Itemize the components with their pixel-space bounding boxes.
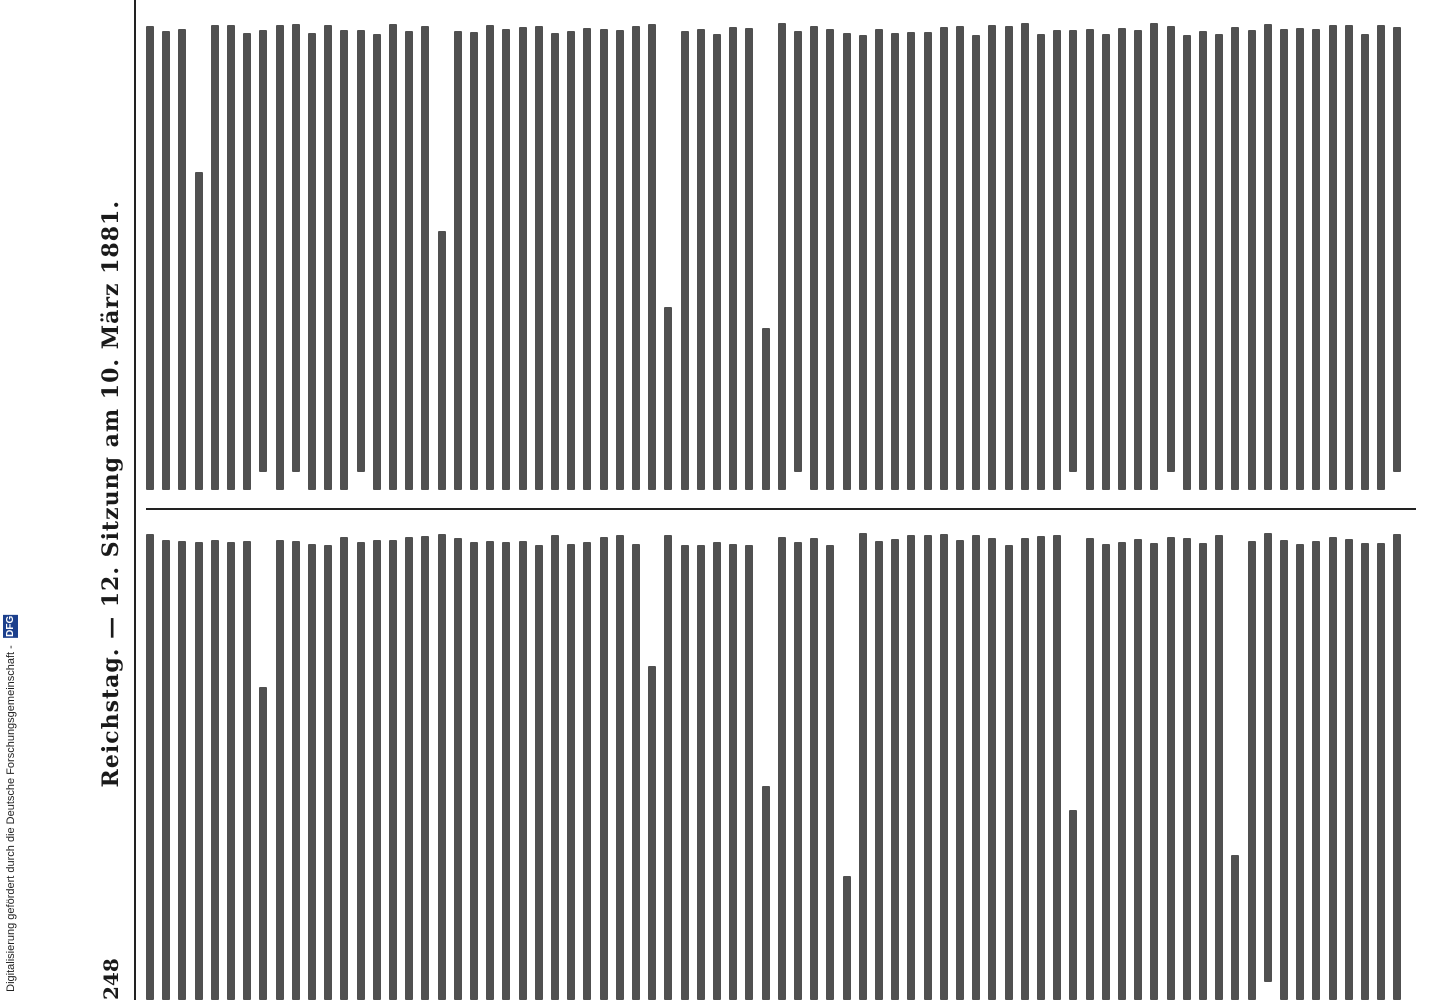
text-line bbox=[616, 535, 624, 1000]
text-line bbox=[211, 540, 219, 1000]
text-line bbox=[778, 537, 786, 1000]
page-header bbox=[88, 0, 136, 1000]
text-line bbox=[1118, 542, 1126, 1000]
text-line bbox=[1280, 540, 1288, 1000]
text-line bbox=[1361, 34, 1369, 490]
text-line bbox=[843, 876, 851, 1000]
text-line bbox=[907, 535, 915, 1000]
text-line bbox=[745, 28, 753, 490]
text-line bbox=[373, 34, 381, 490]
text-line bbox=[146, 534, 154, 1000]
text-line bbox=[389, 540, 397, 1000]
text-line bbox=[1167, 26, 1175, 472]
text-line bbox=[227, 25, 235, 490]
text-line bbox=[470, 32, 478, 490]
text-line bbox=[551, 535, 559, 1000]
text-line bbox=[826, 29, 834, 490]
text-line bbox=[1199, 543, 1207, 1000]
text-line bbox=[486, 25, 494, 490]
text-line bbox=[632, 544, 640, 1000]
text-line bbox=[1264, 24, 1272, 490]
text-line bbox=[1215, 34, 1223, 490]
text-line bbox=[535, 26, 543, 490]
text-line bbox=[1312, 29, 1320, 490]
text-line bbox=[600, 537, 608, 1000]
text-line bbox=[519, 541, 527, 1000]
text-line bbox=[810, 26, 818, 490]
text-line bbox=[924, 32, 932, 490]
text-line bbox=[697, 29, 705, 490]
page-number: 248 bbox=[99, 958, 123, 1000]
text-line bbox=[340, 537, 348, 1000]
text-line bbox=[1005, 27, 1013, 491]
text-line bbox=[859, 533, 867, 1000]
text-line bbox=[567, 544, 575, 1000]
text-line bbox=[162, 540, 170, 1000]
text-line bbox=[1086, 538, 1094, 1000]
text-line bbox=[1005, 545, 1013, 1000]
text-line bbox=[1150, 543, 1158, 1000]
text-line bbox=[940, 27, 948, 490]
text-line bbox=[454, 31, 462, 490]
text-line bbox=[421, 26, 429, 490]
text-line bbox=[729, 544, 737, 1000]
dfg-logo: DFG bbox=[5, 616, 16, 638]
text-line bbox=[1361, 543, 1369, 1000]
text-line bbox=[1021, 23, 1029, 490]
text-line bbox=[907, 32, 915, 490]
text-line bbox=[324, 25, 332, 490]
text-line bbox=[259, 687, 267, 1000]
text-line bbox=[583, 542, 591, 1000]
text-line bbox=[988, 25, 996, 490]
text-line bbox=[162, 31, 170, 490]
text-line bbox=[324, 545, 332, 1000]
text-line bbox=[1086, 29, 1094, 490]
text-line bbox=[778, 23, 786, 490]
text-line bbox=[1393, 27, 1401, 472]
text-line bbox=[729, 27, 737, 490]
text-line bbox=[1037, 34, 1045, 490]
text-line bbox=[421, 536, 429, 1000]
text-line bbox=[1183, 538, 1191, 1000]
text-line bbox=[1231, 27, 1239, 490]
text-line bbox=[405, 537, 413, 1000]
text-line bbox=[956, 26, 964, 490]
text-line bbox=[1053, 535, 1061, 1000]
text-line bbox=[648, 24, 656, 490]
running-head: Reichstag. — 12. Sitzung am 10. März 1881. bbox=[98, 200, 124, 788]
text-line bbox=[405, 31, 413, 490]
text-line bbox=[1393, 534, 1401, 1000]
text-line bbox=[794, 31, 802, 472]
text-line bbox=[146, 26, 154, 490]
text-line bbox=[762, 786, 770, 1000]
text-line bbox=[988, 538, 996, 1000]
text-line bbox=[891, 33, 899, 490]
right-column bbox=[146, 20, 1416, 490]
text-line bbox=[1296, 28, 1304, 490]
text-line bbox=[567, 31, 575, 490]
text-line bbox=[697, 545, 705, 1000]
text-line bbox=[924, 535, 932, 1000]
text-line bbox=[259, 30, 267, 472]
text-line bbox=[616, 30, 624, 490]
text-line bbox=[713, 542, 721, 1000]
text-line bbox=[357, 542, 365, 1000]
text-line bbox=[438, 231, 446, 490]
text-line bbox=[1345, 25, 1353, 490]
text-line bbox=[178, 541, 186, 1000]
text-line bbox=[519, 27, 527, 490]
text-line bbox=[875, 541, 883, 1000]
text-line bbox=[340, 30, 348, 490]
text-line bbox=[389, 24, 397, 490]
text-line bbox=[1069, 30, 1077, 472]
text-line bbox=[1134, 539, 1142, 1000]
text-line bbox=[1021, 538, 1029, 1000]
text-line bbox=[502, 542, 510, 1000]
text-line bbox=[648, 666, 656, 1000]
left-column bbox=[146, 530, 1416, 1000]
text-line bbox=[794, 542, 802, 1000]
text-line bbox=[1037, 536, 1045, 1000]
text-line bbox=[600, 29, 608, 490]
text-line bbox=[745, 545, 753, 1000]
text-line bbox=[1296, 544, 1304, 1000]
text-line bbox=[681, 31, 689, 490]
text-line bbox=[1345, 539, 1353, 1000]
text-line bbox=[357, 30, 365, 472]
text-line bbox=[1264, 533, 1272, 982]
text-line bbox=[972, 35, 980, 490]
text-line bbox=[243, 541, 251, 1000]
text-line bbox=[664, 307, 672, 490]
funding-notice-text: Digitalisierung gefördert durch die Deutsche Forschungsgemeinschaft - bbox=[5, 645, 17, 992]
text-line bbox=[1134, 30, 1142, 490]
text-line bbox=[227, 542, 235, 1000]
column-divider bbox=[146, 508, 1416, 510]
text-line bbox=[308, 544, 316, 1000]
text-line bbox=[486, 541, 494, 1000]
text-line bbox=[1377, 543, 1385, 1000]
text-line bbox=[1215, 535, 1223, 1000]
text-line bbox=[681, 545, 689, 1000]
text-line bbox=[454, 538, 462, 1000]
text-line bbox=[1377, 25, 1385, 490]
text-line bbox=[1069, 810, 1077, 1000]
text-line bbox=[1199, 31, 1207, 490]
text-line bbox=[276, 540, 284, 1000]
text-line bbox=[292, 24, 300, 472]
document-page bbox=[88, 0, 1428, 1000]
text-line bbox=[551, 33, 559, 490]
text-line bbox=[1053, 30, 1061, 490]
footer-strip bbox=[0, 0, 22, 1000]
text-line bbox=[178, 29, 186, 490]
text-line bbox=[859, 35, 867, 490]
text-line bbox=[438, 534, 446, 1000]
text-line bbox=[535, 545, 543, 1000]
text-line bbox=[1231, 855, 1239, 1000]
text-line bbox=[713, 34, 721, 490]
text-line bbox=[810, 538, 818, 1000]
text-line bbox=[195, 172, 203, 490]
text-line bbox=[664, 535, 672, 1000]
text-line bbox=[632, 26, 640, 490]
text-line bbox=[1329, 25, 1337, 490]
text-line bbox=[1312, 541, 1320, 1000]
text-line bbox=[1248, 30, 1256, 490]
text-line bbox=[470, 542, 478, 1000]
text-line bbox=[762, 328, 770, 490]
text-line bbox=[956, 540, 964, 1000]
text-line bbox=[308, 33, 316, 490]
text-line bbox=[875, 29, 883, 490]
text-line bbox=[843, 33, 851, 490]
text-line bbox=[891, 539, 899, 1000]
text-line bbox=[583, 28, 591, 490]
text-line bbox=[211, 25, 219, 490]
text-line bbox=[502, 29, 510, 490]
text-line bbox=[373, 540, 381, 1000]
text-line bbox=[1183, 35, 1191, 490]
text-line bbox=[1102, 544, 1110, 1000]
text-line bbox=[292, 541, 300, 1000]
text-line bbox=[195, 542, 203, 1000]
text-line bbox=[1248, 541, 1256, 1000]
text-line bbox=[1167, 537, 1175, 1000]
text-line bbox=[1150, 23, 1158, 490]
funding-notice bbox=[3, 615, 18, 992]
text-line bbox=[1329, 537, 1337, 1000]
text-line bbox=[826, 545, 834, 1000]
text-line bbox=[276, 25, 284, 490]
text-line bbox=[940, 534, 948, 1000]
text-line bbox=[1280, 29, 1288, 490]
text-line bbox=[972, 535, 980, 1000]
text-line bbox=[1102, 34, 1110, 490]
text-line bbox=[1118, 28, 1126, 490]
text-line bbox=[243, 33, 251, 490]
